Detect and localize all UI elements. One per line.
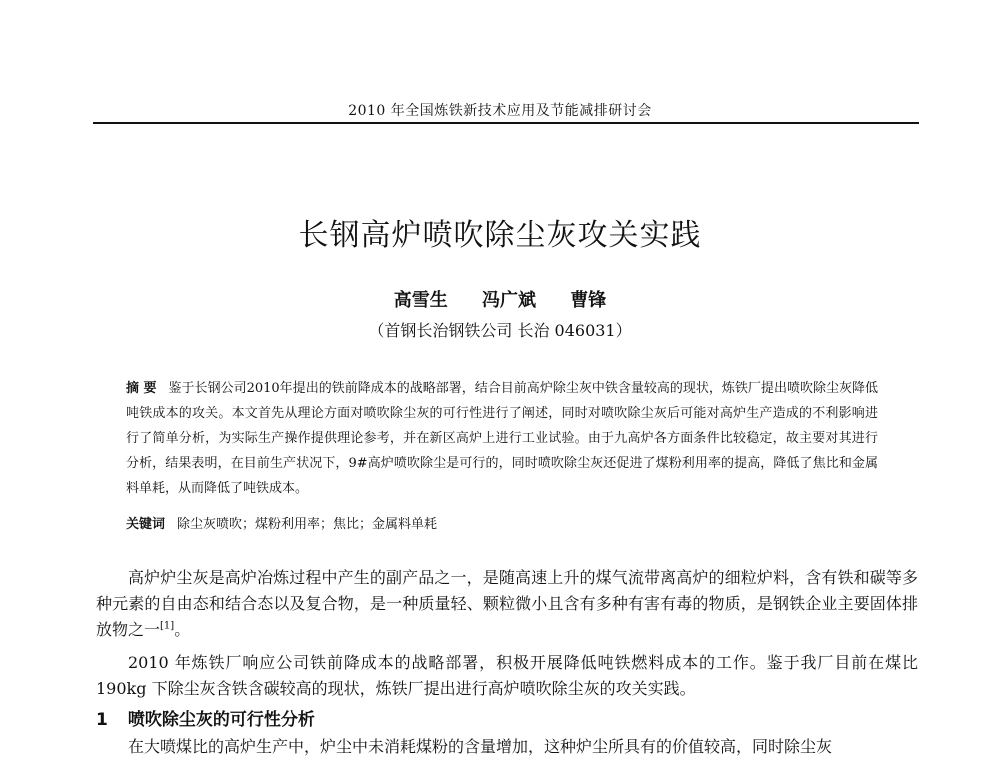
body-paragraph: 2010 年炼铁厂响应公司铁前降成本的战略部署，积极开展降低吨铁燃料成本的工作。鉴于我厂目前在煤比 190kg 下除尘灰含铁含碳较高的现状，炼铁厂提出进行高炉喷吹除尘灰的攻关实践。 [96,653,918,698]
section-number: 1 [96,710,108,730]
author-name: 曹锋 [570,290,607,311]
paragraph-end: 。 [174,620,191,639]
body-paragraph [96,565,918,643]
keywords-label: 关键词 [126,517,166,532]
citation: [1] [160,620,175,632]
header-rule [93,122,919,124]
keywords-text: 除尘灰喷吹；煤粉利用率；焦比；金属料单耗 [177,517,438,532]
body-paragraph: 在大喷煤比的高炉生产中，炉尘中未消耗煤粉的含量增加，这种炉尘所具有的价值较高，同时除尘灰 [128,737,833,756]
abstract-text: 鉴于长钢公司2010年提出的铁前降成本的战略部署，结合目前高炉除尘灰中铁含量较高的现状，炼铁厂提出喷吹除尘灰降低吨铁成本的攻关。本文首先从理论方面对喷吹除尘灰的可行性进行了阐述，同时对喷吹除尘灰后可能对高炉生产造成的不利影响进行了简单分析，为实际生产操作提供理论参考，并在新区高炉上进行工业试验。由于九高炉各方面条件比较稳定，故主要对其进行分析，结果表明，在目前生产状况下，9#高炉喷吹除尘是可行的，同时喷吹除尘灰还促进了煤粉利用率的提高，降低了焦比和金属料单耗，从而降低了吨铁成本。 [126,381,878,496]
paper-title: 长钢高炉喷吹除尘灰攻关实践 [298,218,702,253]
affiliation: （首钢长治钢铁公司 长治 046031） [368,321,632,340]
author-name: 冯广斌 [482,290,536,311]
paragraph-text: 高炉炉尘灰是高炉冶炼过程中产生的副产品之一，是随高速上升的煤气流带离高炉的细粒炉料，含有铁和碳等多种元素的自由态和结合态以及复合物，是一种质量轻、颗粒微小且含有多种有害有毒的物质，是钢铁企业主要固体排放物之一 [96,568,918,639]
abstract [126,376,878,501]
author-list [0,286,1000,312]
section-title: 喷吹除尘灰的可行性分析 [127,710,315,730]
abstract-label: 摘 要 [126,381,157,396]
author-name: 高雪生 [393,290,448,311]
keywords [126,514,878,536]
running-header: 2010 年全国炼铁新技术应用及节能减排研讨会 [348,103,652,119]
section-heading [96,705,315,730]
